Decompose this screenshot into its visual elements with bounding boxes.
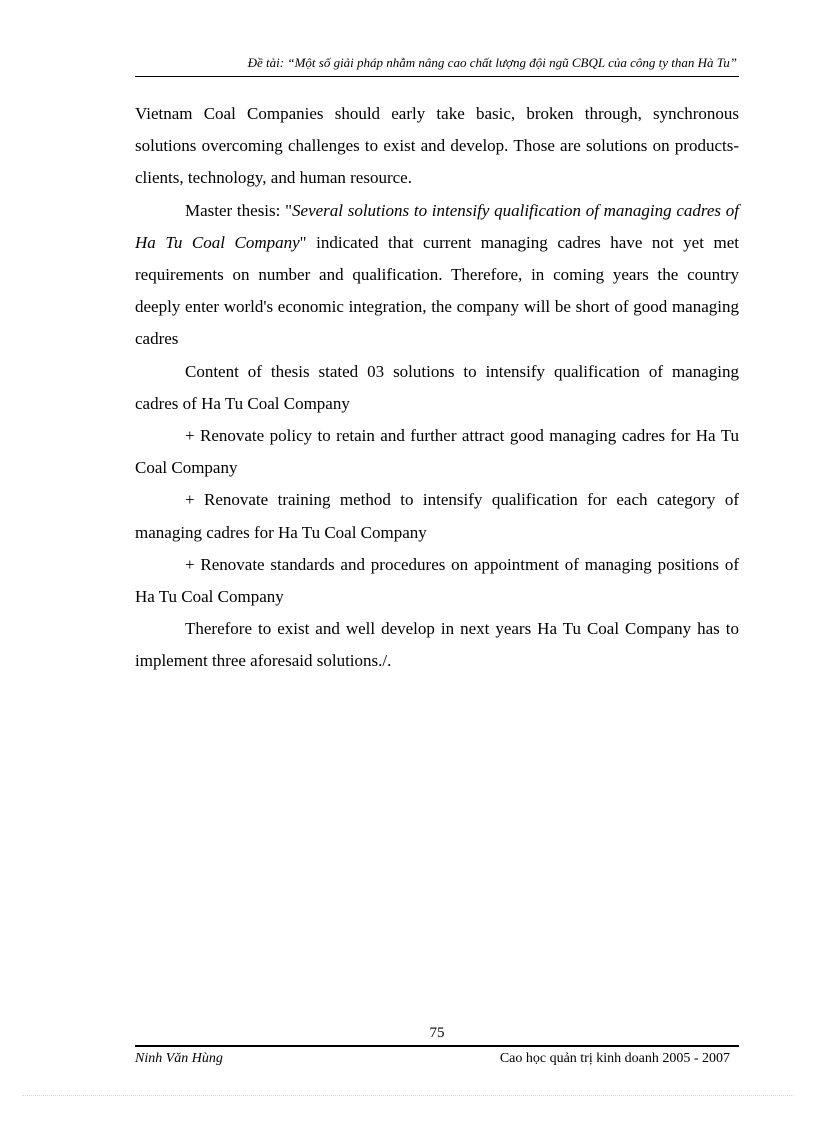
paragraph-master-thesis xyxy=(135,195,739,356)
paragraph-conclusion: Therefore to exist and well develop in next years Ha Tu Coal Company has to implement three aforesaid solutions./. xyxy=(135,619,739,671)
header-title: Đề tài: “Một số giải pháp nhằm nâng cao chất lượng đội ngũ CBQL của công ty than Hà Tu” xyxy=(247,55,737,70)
footer-author: Ninh Văn Hùng xyxy=(135,1051,223,1066)
thesis-summary-text: " indicated that current managing cadres have not yet met requirements on number and qualification. Therefore, in coming years the country deeply enter world's economic integration, the company will be short of good managing cadres xyxy=(135,232,739,349)
document-body xyxy=(135,98,739,678)
thesis-lead-text: Master thesis: " xyxy=(185,200,293,220)
paragraph-intro: Vietnam Coal Companies should early take basic, broken through, synchronous solutions overcoming challenges to exist and develop. Those are solutions on products-clients, technology, and human resource. xyxy=(135,104,739,188)
page-bottom-dotted-line xyxy=(22,1095,794,1096)
page-number: 75 xyxy=(429,1025,445,1041)
solution-item-training: + Renovate training method to intensify qualification for each category of managing cadres for Ha Tu Coal Company xyxy=(135,490,739,542)
thesis-title: Several solutions to intensify qualification of managing cadres of Ha Tu Coal Company xyxy=(135,200,739,252)
solution-item-standards: + Renovate standards and procedures on appointment of managing positions of Ha Tu Coal Company xyxy=(135,554,739,607)
footer-program: Cao học quản trị kinh doanh 2005 - 2007 xyxy=(499,1051,730,1066)
solution-item-policy: + Renovate policy to retain and further attract good managing cadres for Ha Tu Coal Company xyxy=(135,426,739,478)
page-header xyxy=(135,56,739,77)
paragraph-content-solutions: Content of thesis stated 03 solutions to intensify qualification of managing cadres of Ha Tu Coal Company xyxy=(135,361,739,413)
footer-divider xyxy=(135,1045,739,1047)
